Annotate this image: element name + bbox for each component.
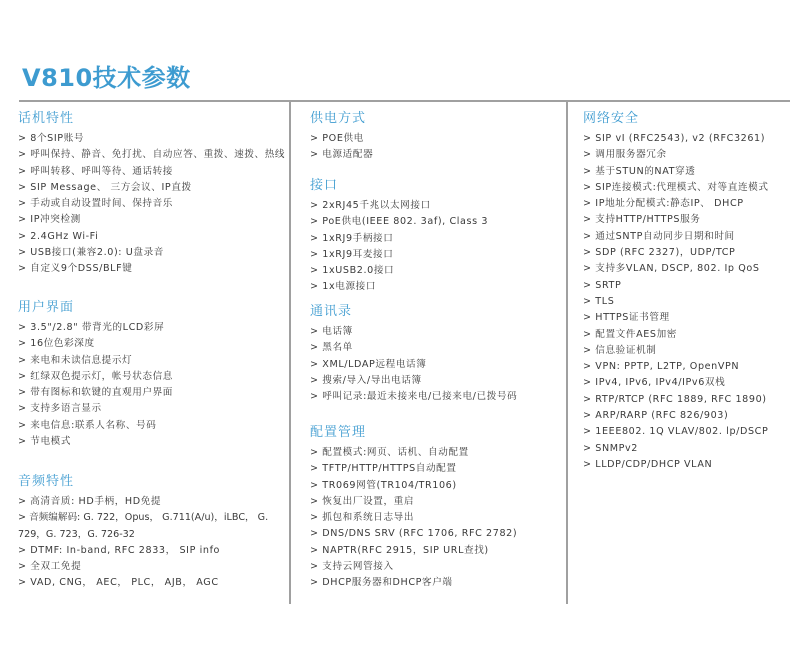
spec-item: > ARP/RARP (RFC 826/903)	[583, 410, 729, 422]
spec-item: > IP地址分配模式:静态IP、 DHCP	[583, 198, 744, 210]
spec-item: > DHCP服务器和DHCP客户端	[310, 577, 453, 589]
column-divider	[566, 100, 568, 604]
spec-item: > 高清音质: HD手柄，HD免提	[18, 496, 162, 507]
spec-item: > 3.5"/2.8" 带背光的LCD彩屏	[18, 322, 165, 333]
spec-item: > 1xRJ9手柄接口	[310, 232, 394, 244]
spec-item: > VPN: PPTP, L2TP, OpenVPN	[583, 361, 740, 373]
spec-item: > LLDP/CDP/DHCP VLAN	[583, 458, 713, 470]
spec-item: > HTTPS证书管理	[583, 312, 670, 324]
spec-item: > DTMF: In-band, RFC 2833， SIP info	[18, 544, 221, 556]
spec-item: > 全双工免提	[18, 561, 82, 573]
spec-item: > 支持多语言显示	[18, 403, 102, 415]
page-title: V810技术参数	[22, 64, 191, 92]
spec-item: > 2.4GHz Wi-Fi	[18, 230, 99, 242]
spec-item: > 1xUSB2.0接口	[310, 265, 395, 277]
column-divider	[289, 100, 291, 604]
spec-item: > 配置文件AES加密	[583, 328, 677, 340]
section-phone	[18, 110, 285, 278]
spec-item: > 配置模式:网页、话机、自动配置	[310, 447, 469, 458]
spec-item: > 手动或自动设置时间、保持音乐	[18, 198, 174, 210]
spec-item: > PoE供电(IEEE 802. 3af), Class 3	[310, 216, 489, 228]
spec-item: > SDP (RFC 2327)，UDP/TCP	[583, 247, 736, 259]
spec-item: > 来电和未读信息提示灯	[18, 354, 133, 366]
spec-item: > RTP/RTCP (RFC 1889, RFC 1890)	[583, 393, 767, 405]
spec-item: > 红绿双色提示灯，帐号状态信息	[18, 370, 174, 382]
section-heading: 供电方式	[310, 111, 367, 126]
section-config	[310, 424, 517, 592]
section-audio	[18, 473, 278, 592]
spec-item: > 带有图标和软键的直观用户界面	[18, 387, 174, 399]
section-network	[583, 110, 769, 473]
spec-item: > XML/LDAP远程电话簿	[310, 358, 427, 370]
section-contacts	[310, 303, 517, 405]
spec-item: > 来电信息:联系人名称、号码	[18, 419, 157, 431]
section-heading: 音频特性	[18, 474, 75, 489]
spec-item: > 搜索/导入/导出电话簿	[310, 374, 422, 386]
spec-item: > SIP连接模式:代理模式、对等直连模式	[583, 181, 769, 193]
spec-item: > 8个SIP账号	[18, 133, 85, 144]
spec-item: > IP冲突检测	[18, 214, 81, 226]
spec-item: > USB接口(兼容2.0): U盘录音	[18, 247, 164, 259]
spec-item: > 自定义9个DSS/BLF键	[18, 263, 133, 275]
spec-item: > 抓包和系统日志导出	[310, 512, 415, 524]
spec-item: > SNMPv2	[583, 442, 638, 454]
spec-item: > 1x电源接口	[310, 281, 377, 293]
spec-item: > NAPTR(RFC 2915，SIP URL查找)	[310, 544, 489, 556]
spec-item: > 音频编解码: G. 722，Opus， G.711(A/u)，iLBC， G. 729，G. 723，G. 726-32	[18, 512, 269, 540]
section-heading: 通讯录	[310, 304, 353, 319]
spec-item: > DNS/DNS SRV (RFC 1706, RFC 2782)	[310, 528, 518, 540]
spec-item: > 电话簿	[310, 326, 353, 337]
spec-item: > SIP vI (RFC2543), v2 (RFC3261)	[583, 133, 766, 144]
spec-item: > TFTP/HTTP/HTTPS自动配置	[310, 463, 457, 475]
spec-item: > 支持HTTP/HTTPS服务	[583, 214, 701, 226]
spec-item: > 支持多VLAN, DSCP, 802. Ip QoS	[583, 263, 760, 275]
spec-item: > 1xRJ9耳麦接口	[310, 248, 394, 260]
section-heading: 话机特性	[18, 111, 75, 126]
spec-item: > 呼叫记录:最近未接来电/已接来电/已拨号码	[310, 391, 518, 403]
spec-item: > POE供电	[310, 133, 364, 144]
spec-item: > 呼叫保持、静音、免打扰、自动应答、重拨、速拨、热线	[18, 149, 286, 161]
section-ports	[310, 177, 488, 296]
spec-item: > 通过SNTP自动同步日期和时间	[583, 230, 735, 242]
section-ui	[18, 299, 173, 450]
spec-item: > 2xRJ45千兆以太网接口	[310, 200, 431, 211]
spec-item: > 节电模式	[18, 436, 72, 448]
spec-item: > 支持云网管接入	[310, 561, 394, 573]
spec-item: > 调用服务器冗余	[583, 149, 667, 161]
section-power	[310, 110, 373, 164]
spec-item: > 恢复出厂设置，重启	[310, 495, 415, 507]
section-heading: 配置管理	[310, 425, 367, 440]
spec-item: > TR069网管(TR104/TR106)	[310, 479, 457, 491]
spec-item: > 黑名单	[310, 342, 353, 354]
header-divider	[19, 100, 790, 102]
spec-item: > 1EEE802. 1Q VLAV/802. lp/DSCP	[583, 426, 769, 438]
section-heading: 网络安全	[583, 111, 640, 126]
spec-item: > IPv4, IPv6, IPv4/IPv6双栈	[583, 377, 726, 389]
spec-item: > 基于STUN的NAT穿透	[583, 165, 696, 177]
spec-item: > 信息验证机制	[583, 344, 657, 356]
section-heading: 用户界面	[18, 300, 75, 315]
spec-item: > VAD, CNG， AEC， PLC， AJB， AGC	[18, 577, 219, 589]
spec-item: > 16位色彩深度	[18, 338, 95, 350]
spec-item: > 呼叫转移、呼叫等待、通话转接	[18, 165, 174, 177]
section-heading: 接口	[310, 178, 339, 193]
spec-item: > SRTP	[583, 279, 622, 291]
spec-item: > TLS	[583, 295, 615, 307]
spec-item: > SIP Message、 三方会议、IP直拨	[18, 181, 192, 193]
spec-item: > 电源适配器	[310, 149, 374, 161]
